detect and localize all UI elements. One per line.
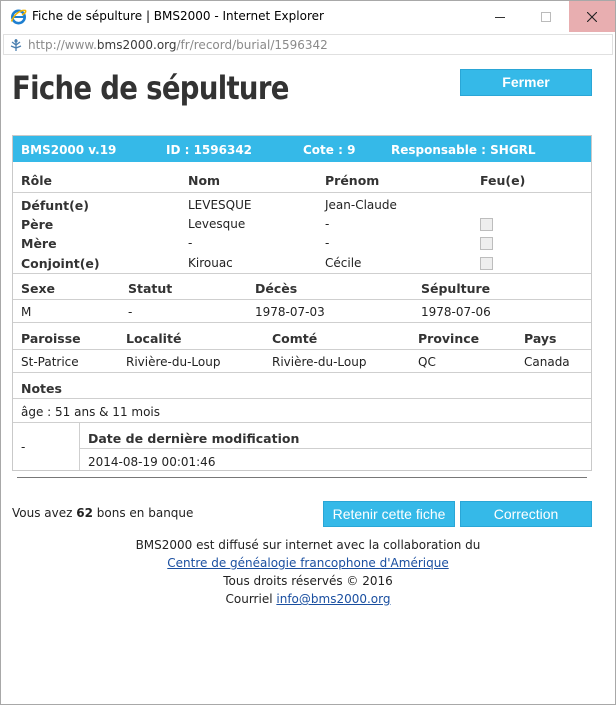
address-bar xyxy=(1,32,615,57)
record-responsable: Responsable : SHGRL xyxy=(391,143,536,157)
maximize-button[interactable] xyxy=(523,1,569,32)
window-title: Fiche de sépulture | BMS2000 - Internet Explorer xyxy=(32,9,324,23)
divider xyxy=(79,448,591,449)
record-cote: Cote : 9 xyxy=(303,143,356,157)
page-content xyxy=(1,57,615,704)
sexe-value: M xyxy=(21,305,32,319)
divider xyxy=(79,422,80,470)
modified-left-value: - xyxy=(21,440,26,454)
col-sexe-header: Sexe xyxy=(21,281,56,296)
col-statut-header: Statut xyxy=(128,281,173,296)
divider xyxy=(13,349,591,350)
col-role-header: Rôle xyxy=(21,173,52,188)
pays-value: Canada xyxy=(524,355,570,369)
col-localite-header: Localité xyxy=(126,331,182,346)
footer-link-line xyxy=(1,556,615,570)
person-prenom: Jean-Claude xyxy=(325,198,397,212)
person-role: Mère xyxy=(21,236,57,251)
copyright-line: Tous droits réservés © 2016 xyxy=(223,574,393,588)
modified-label: Date de dernière modification xyxy=(88,431,300,446)
person-nom: Levesque xyxy=(188,217,246,231)
col-nom-header: Nom xyxy=(188,173,221,188)
minimize-button[interactable] xyxy=(477,1,523,32)
col-feu-header: Feu(e) xyxy=(480,173,526,188)
col-paroisse-header: Paroisse xyxy=(21,331,81,346)
feu-checkbox[interactable] xyxy=(480,237,493,250)
divider xyxy=(13,398,591,399)
site-favicon-icon xyxy=(9,38,23,52)
burial-record xyxy=(12,135,592,471)
url-text: http://www.bms2000.org/fr/record/burial/1596342 xyxy=(28,38,328,52)
statut-value: - xyxy=(128,305,133,319)
person-nom: - xyxy=(188,236,193,250)
close-window-button[interactable] xyxy=(569,1,615,32)
divider xyxy=(13,299,591,300)
person-prenom: - xyxy=(325,217,330,231)
minimize-icon xyxy=(495,12,505,22)
record-version: BMS2000 v.19 xyxy=(21,143,117,157)
col-prenom-header: Prénom xyxy=(325,173,380,188)
person-role: Conjoint(e) xyxy=(21,256,100,271)
notes-label: Notes xyxy=(21,381,62,396)
person-nom: LEVESQUE xyxy=(188,198,252,212)
person-nom: Kirouac xyxy=(188,256,233,270)
person-role: Père xyxy=(21,217,54,232)
email-line: Courriel info@bms2000.org xyxy=(225,592,391,606)
bank-balance: Vous avez 62 bons en banque xyxy=(12,506,194,520)
province-value: QC xyxy=(418,355,436,369)
email-link[interactable]: info@bms2000.org xyxy=(276,592,391,606)
page-title: Fiche de sépulture xyxy=(12,69,289,107)
col-sepulture-header: Sépulture xyxy=(421,281,491,296)
divider xyxy=(13,422,591,423)
section-separator xyxy=(17,477,587,478)
col-pays-header: Pays xyxy=(524,331,557,346)
col-province-header: Province xyxy=(418,331,480,346)
divider xyxy=(13,372,591,373)
divider xyxy=(13,322,591,323)
paroisse-value: St-Patrice xyxy=(21,355,79,369)
record-id: ID : 1596342 xyxy=(166,143,253,157)
col-comte-header: Comté xyxy=(272,331,318,346)
deces-value: 1978-07-03 xyxy=(255,305,325,319)
person-prenom: Cécile xyxy=(325,256,362,270)
cgfa-link[interactable]: Centre de généalogie francophone d'Amérique xyxy=(167,556,449,570)
maximize-icon xyxy=(541,12,551,22)
modified-value: 2014-08-19 00:01:46 xyxy=(88,455,216,469)
divider xyxy=(13,192,591,193)
notes-value: âge : 51 ans & 11 mois xyxy=(21,405,161,419)
person-prenom: - xyxy=(325,236,330,250)
retain-record-button[interactable]: Retenir cette fiche xyxy=(323,501,455,527)
close-icon xyxy=(587,12,597,22)
internet-explorer-icon xyxy=(10,8,27,25)
close-button[interactable]: Fermer xyxy=(460,69,592,96)
title-bar xyxy=(1,1,615,32)
footer-line: BMS2000 est diffusé sur internet avec la collaboration du xyxy=(135,538,481,552)
record-header xyxy=(13,136,591,162)
col-deces-header: Décès xyxy=(255,281,298,296)
feu-checkbox[interactable] xyxy=(480,218,493,231)
person-role: Défunt(e) xyxy=(21,198,89,213)
url-field[interactable] xyxy=(3,34,613,55)
localite-value: Rivière-du-Loup xyxy=(126,355,221,369)
sepulture-value: 1978-07-06 xyxy=(421,305,491,319)
correction-button[interactable]: Correction xyxy=(460,501,592,527)
comte-value: Rivière-du-Loup xyxy=(272,355,367,369)
bank-count: 62 xyxy=(76,506,93,520)
feu-checkbox[interactable] xyxy=(480,257,493,270)
divider xyxy=(13,273,591,274)
